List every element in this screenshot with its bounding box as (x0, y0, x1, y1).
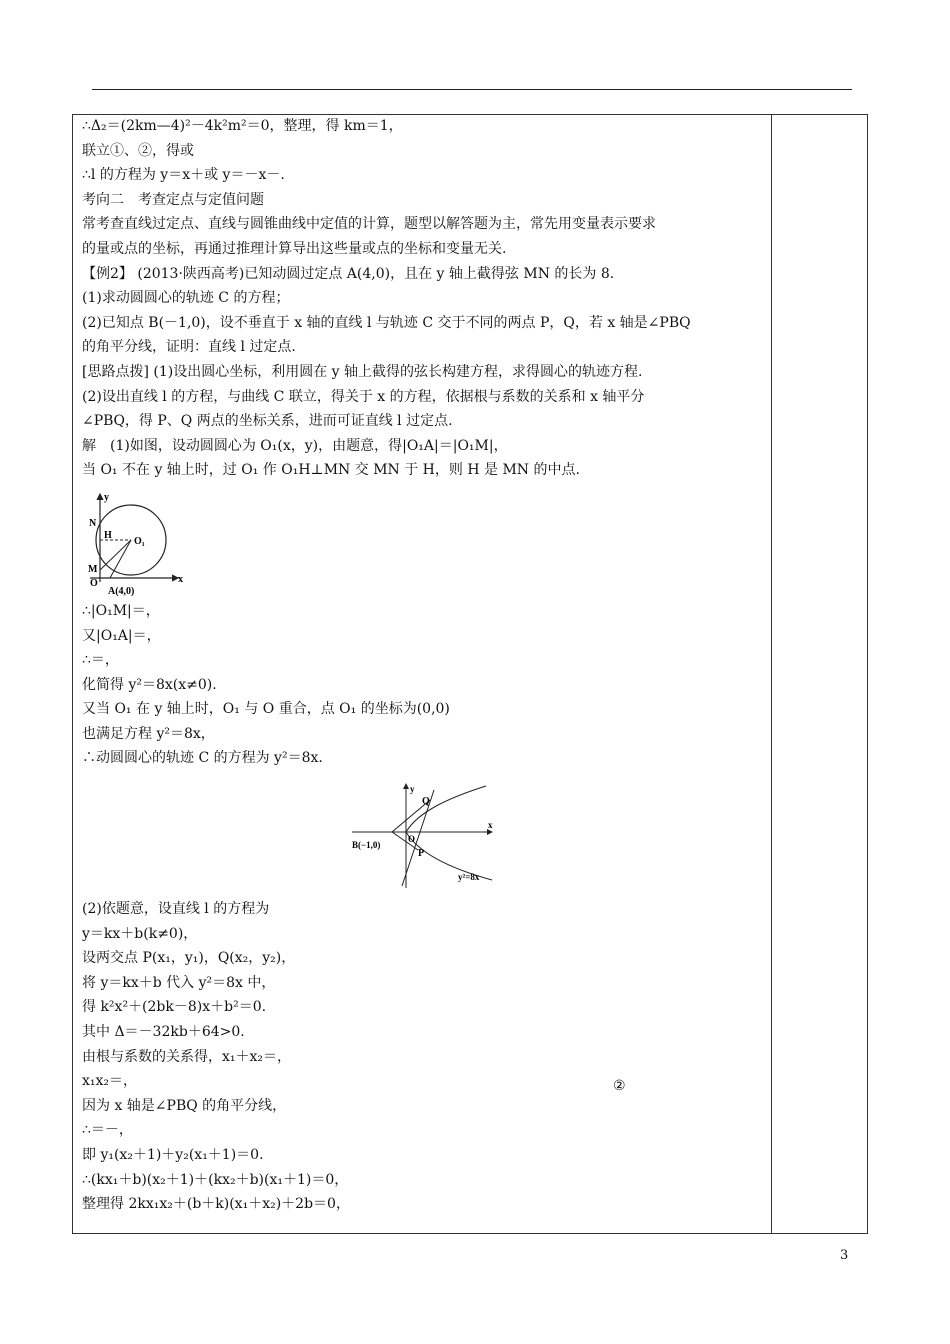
text-line: x₁x₂＝， (82, 1073, 138, 1090)
label-q: Q (422, 796, 430, 807)
text-line: 因为 x 轴是∠PBQ 的角平分线， (82, 1097, 287, 1114)
text-line: ∴(kx₁＋b)(x₂＋1)＋(kx₂＋b)(x₁＋1)＝0， (82, 1171, 349, 1188)
text-line: 化简得 y²＝8x(x≠0). (82, 676, 217, 693)
label-y: y (410, 784, 415, 794)
radius-o1-a (110, 540, 131, 578)
label-y: y (104, 492, 109, 503)
parabola-curve (406, 786, 492, 880)
text-line: 得 k²x²＋(2bk－8)x＋b²＝0. (82, 999, 267, 1016)
text-line: 联立①、②，得或 (82, 142, 194, 159)
text-line: 整理得 2kx₁x₂＋(b＋k)(x₁＋x₂)＋2b＝0， (82, 1196, 350, 1213)
circle-diagram (86, 490, 196, 602)
text-line: 其中 Δ＝－32kb＋64>0. (82, 1024, 245, 1041)
label-m: M (88, 564, 98, 575)
parabola-diagram (348, 780, 496, 890)
text-line: 考向二 考查定点与定值问题 (82, 191, 264, 208)
label-o1: O₁ (134, 536, 145, 547)
label-a: A(4,0) (108, 586, 135, 597)
text-line: 又|O₁A|＝， (82, 627, 161, 644)
table-column-divider (771, 114, 772, 1234)
label-o: O (90, 578, 98, 589)
text-line: 解 (1)如图，设动圆圆心为 O₁(x，y)，由题意，得|O₁A|＝|O₁M|， (82, 437, 508, 454)
equation-marker-two: ② (613, 1078, 626, 1094)
text-line: 即 y₁(x₂＋1)＋y₂(x₁＋1)＝0. (82, 1147, 264, 1163)
text-line: (2)设出直线 l 的方程，与曲线 C 联立，得关于 x 的方程，依据根与系数的关系和 x 轴平分 (82, 388, 645, 405)
label-x: x (178, 574, 183, 585)
text-line: 当 O₁ 不在 y 轴上时，过 O₁ 作 O₁H⊥MN 交 MN 于 H，则 H 是 MN 的中点. (82, 462, 580, 479)
text-line: 常考查直线过定点、直线与圆锥曲线中定值的计算，题型以解答题为主，常先用变量表示要求 (82, 216, 656, 233)
text-line: 的量或点的坐标，再通过推理计算导出这些量或点的坐标和变量无关. (82, 240, 507, 257)
text-line: 将 y＝kx＋b 代入 y²＝8x 中， (82, 974, 276, 991)
label-b: B(−1,0) (352, 840, 381, 850)
text-line: 又当 O₁ 在 y 轴上时，O₁ 与 O 重合，点 O₁ 的坐标为(0,0) (82, 701, 450, 718)
label-h: H (104, 530, 112, 541)
text-line: ∴Δ₂＝(2km—4)²－4k²m²＝0，整理，得 km＝1， (82, 118, 403, 134)
main-text (82, 114, 766, 1217)
text-line: [思路点拨] (1)设出圆心坐标，利用圆在 y 轴上截得的弦长构建方程，求得圆心的轨迹方程. (82, 363, 643, 380)
text-line: (2)依题意，设直线 l 的方程为 (82, 901, 270, 918)
label-o: O (408, 834, 416, 844)
page-number: 3 (840, 1248, 849, 1263)
label-curve: y²=8x (458, 872, 480, 882)
text-line: ∠PBQ，得 P、Q 两点的坐标关系，进而可证直线 l 过定点. (82, 413, 453, 430)
text-line: 也满足方程 y²＝8x， (82, 725, 215, 742)
text-line: ∴＝， (82, 652, 119, 669)
example-heading: 【例2】 (2013·陕西高考)已知动圆过定点 A(4,0)，且在 y 轴上截得弦 MN 的长为 8. (82, 265, 615, 282)
header-rule (92, 89, 852, 90)
text-line: (2)已知点 B(－1,0)，设不垂直于 x 轴的直线 l 与轨迹 C 交于不同的两点 P，Q，若 x 轴是∠PBQ (82, 314, 691, 331)
text-line: 设两交点 P(x₁，y₁)，Q(x₂，y₂)， (82, 950, 296, 967)
text-line: ∴l 的方程为 y＝x＋或 y＝－x－. (82, 167, 285, 184)
text-line: (1)求动圆圆心的轨迹 C 的方程； (82, 290, 290, 307)
label-p: P (418, 848, 425, 859)
text-line: 由根与系数的关系得，x₁＋x₂＝， (82, 1048, 292, 1065)
text-line: ∴|O₁M|＝， (82, 602, 160, 619)
text-line: ∴＝－， (82, 1122, 133, 1139)
text-line: 的角平分线，证明：直线 l 过定点. (82, 339, 296, 356)
radius-o1-m (100, 540, 131, 570)
label-n: N (89, 518, 97, 529)
text-line: y＝kx＋b(k≠0)， (82, 925, 198, 942)
text-line: ∴动圆圆心的轨迹 C 的方程为 y²＝8x. (82, 750, 323, 767)
label-x: x (488, 820, 493, 830)
